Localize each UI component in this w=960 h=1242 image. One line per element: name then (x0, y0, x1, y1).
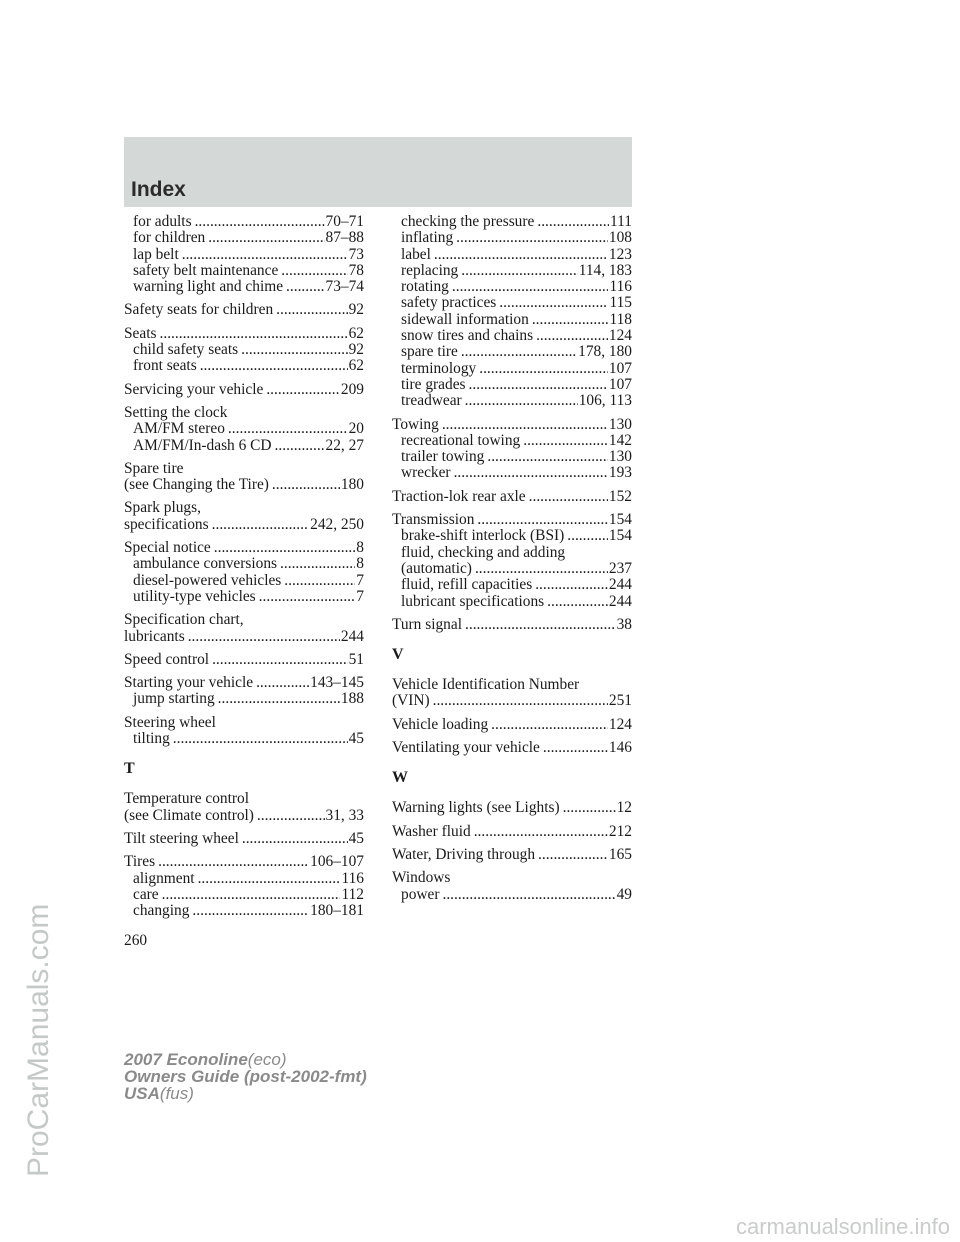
index-entry (392, 528, 632, 544)
index-entry (124, 326, 364, 342)
index-entry-page: 251 (608, 692, 632, 710)
index-entry-text: Spark plugs, (124, 499, 201, 517)
index-entry-text: snow tires and chains (401, 327, 534, 345)
index-entry (392, 433, 632, 449)
footer (124, 1051, 367, 1102)
dot-leader (158, 854, 309, 870)
index-entry (124, 405, 364, 421)
index-entry-page: 116 (609, 278, 632, 296)
index-entry (124, 556, 364, 572)
dot-leader (192, 903, 309, 919)
dot-leader (529, 489, 608, 505)
dot-leader (276, 302, 347, 318)
index-entry (124, 302, 364, 318)
dot-leader (543, 740, 608, 756)
dot-leader (532, 312, 609, 328)
index-entry-page: 124 (608, 715, 632, 733)
index-entry (124, 903, 364, 919)
footer-line-2 (124, 1068, 367, 1085)
index-entry (392, 230, 632, 246)
dot-leader (212, 517, 310, 533)
watermark-bottom: carmanualsonline.info (735, 1214, 950, 1239)
dot-leader (198, 871, 341, 887)
index-entry-text: rotating (401, 278, 449, 296)
index-entry-text: AM/FM/In-dash 6 CD (133, 436, 272, 454)
index-entry (392, 847, 632, 863)
index-entry-text: Safety seats for children (124, 301, 274, 319)
index-entry (124, 612, 364, 628)
index-entry-page: 178, 180 (578, 343, 632, 361)
index-entry (124, 214, 364, 230)
index-entry-text: Tires (124, 853, 156, 871)
index-entry-text: Windows (392, 869, 451, 887)
index-entry-text: Ventilating your vehicle (392, 739, 540, 757)
index-entry (124, 342, 364, 358)
index-entry-page: 152 (608, 487, 632, 505)
page-number: 260 (124, 932, 148, 949)
index-entry-page: 111 (610, 213, 632, 230)
dot-leader (442, 887, 615, 903)
index-entry-page: 107 (608, 375, 632, 393)
index-entry (392, 263, 632, 279)
index-entry-text: tilting (133, 730, 170, 748)
index-entry-text: treadwear (401, 392, 462, 410)
index-entry-text: Towing (392, 415, 439, 433)
dot-leader (465, 617, 616, 633)
index-entry (392, 512, 632, 528)
index-entry (124, 887, 364, 903)
index-entry-text: safety belt maintenance (133, 261, 279, 279)
index-entry-page: 180–181 (310, 902, 364, 920)
index-entry (124, 731, 364, 747)
index-entry-page: 154 (608, 527, 632, 545)
index-entry-page: 108 (608, 229, 632, 247)
index-entry-page: 142 (608, 431, 632, 449)
index-entry-text: child safety seats (133, 341, 239, 359)
index-entry-text: for adults (133, 213, 192, 230)
dot-leader (487, 449, 608, 465)
dot-leader (281, 263, 347, 279)
dot-leader (523, 433, 608, 449)
dot-leader (456, 230, 608, 246)
dot-leader (242, 831, 348, 847)
dot-leader (461, 263, 577, 279)
index-entry-page: 45 (348, 730, 364, 748)
index-entry-page: 87–88 (325, 229, 364, 247)
dot-leader (257, 808, 325, 824)
index-entry-page: 8 (356, 555, 364, 573)
index-entry (124, 589, 364, 605)
index-entry-text: trailer towing (401, 448, 485, 466)
dot-leader (280, 556, 355, 572)
dot-leader (284, 573, 355, 589)
index-entry-text: Vehicle loading (392, 715, 489, 733)
index-entry (124, 831, 364, 847)
index-entry-text: wrecker (401, 464, 451, 482)
dot-leader (537, 214, 609, 230)
index-entry-page: 92 (348, 341, 364, 359)
dot-leader (479, 361, 608, 377)
watermark-side: ProCarManuals.com (22, 903, 55, 1177)
index-entry-text: for children (133, 229, 206, 247)
index-entry-text: lubricant specifications (401, 592, 545, 610)
index-entry-page: 130 (608, 415, 632, 433)
index-entry (124, 517, 364, 533)
index-entry (392, 594, 632, 610)
index-entry (124, 230, 364, 246)
index-entry (124, 573, 364, 589)
index-entry-page: 107 (608, 359, 632, 377)
index-entry (124, 358, 364, 374)
index-entry (392, 417, 632, 433)
index-entry-page: 180 (340, 476, 364, 494)
index-entry-page: 38 (616, 615, 632, 633)
dot-leader (188, 629, 340, 645)
index-entry-text: safety practices (401, 294, 497, 312)
dot-leader (491, 717, 608, 733)
index-entry-page: 116 (341, 869, 364, 887)
index-entry-text: spare tire (401, 343, 458, 361)
index-entry-text: (automatic) (401, 559, 472, 577)
index-entry-page: 143–145 (310, 674, 364, 692)
index-entry-text: lap belt (133, 245, 179, 263)
index-section-letter: W (392, 769, 408, 787)
index-entry-text: changing (133, 902, 190, 920)
index-entry (392, 377, 632, 393)
index-entry-text: Seats (124, 324, 157, 342)
page-title: Index (131, 178, 186, 201)
index-entry-text: inflating (401, 229, 454, 247)
index-entry-text: diesel-powered vehicles (133, 571, 282, 589)
index-entry-page: 146 (608, 739, 632, 757)
index-entry-page: 62 (348, 324, 364, 342)
index-entry-page: 31, 33 (325, 806, 364, 824)
index-column-right (392, 214, 632, 903)
index-entry (124, 871, 364, 887)
index-entry-page: 73 (348, 245, 364, 263)
index-entry (392, 824, 632, 840)
index-entry-text: label (401, 245, 431, 263)
index-entry-text: Traction-lok rear axle (392, 487, 526, 505)
footer-guide: Owners Guide (post-2002-fmt) (124, 1067, 367, 1086)
index-entry-page: 45 (348, 829, 364, 847)
index-entry-text: Specification chart, (124, 611, 244, 629)
footer-model-code: (eco) (247, 1050, 287, 1069)
index-entry (392, 740, 632, 756)
index-entry (124, 808, 364, 824)
footer-market: USA (124, 1084, 160, 1103)
index-entry (392, 361, 632, 377)
dot-leader (228, 421, 348, 437)
footer-line-3 (124, 1085, 367, 1102)
index-entry-page: 73–74 (325, 278, 364, 296)
index-entry (124, 279, 364, 295)
index-entry-text: power (401, 885, 440, 903)
index-entry-page: 112 (341, 885, 364, 903)
index-entry-text: Starting your vehicle (124, 674, 254, 692)
dot-leader (452, 279, 609, 295)
index-entry-text: (see Changing the Tire) (124, 476, 269, 494)
index-entry-page: 123 (608, 245, 632, 263)
index-entry (392, 870, 632, 886)
index-entry (124, 263, 364, 279)
dot-leader (256, 675, 309, 691)
index-entry-text: jump starting (133, 690, 215, 708)
index-entry-page: 118 (609, 310, 632, 328)
index-entry-page: 62 (348, 357, 364, 375)
index-entry-text: Washer fluid (392, 822, 471, 840)
index-entry (124, 438, 364, 454)
index-entry (124, 715, 364, 731)
dot-leader (469, 377, 608, 393)
index-entry-page: 212 (608, 822, 632, 840)
index-entry (392, 561, 632, 577)
index-entry-text: terminology (401, 359, 477, 377)
dot-leader (442, 417, 608, 433)
index-entry-text: Steering wheel (124, 713, 216, 731)
index-entry-text: Tilt steering wheel (124, 829, 239, 847)
index-section-letter: V (392, 646, 404, 664)
index-entry-text: brake-shift interlock (BSI) (401, 527, 565, 545)
index-entry-text: Setting the clock (124, 403, 228, 421)
index-entry-text: tire grades (401, 375, 466, 393)
index-entry-page: 165 (608, 845, 632, 863)
dot-leader (272, 477, 340, 493)
index-entry (124, 854, 364, 870)
index-entry (392, 214, 632, 230)
dot-leader (218, 691, 340, 707)
dot-leader (547, 594, 608, 610)
index-entry (392, 887, 632, 903)
index-entry (392, 393, 632, 409)
index-entry (392, 344, 632, 360)
dot-leader (160, 326, 348, 342)
index-entry-text: alignment (133, 869, 195, 887)
header-band (124, 137, 632, 207)
index-entry-text: (VIN) (392, 692, 430, 710)
index-entry-text: fluid, checking and adding (401, 543, 566, 561)
index-entry-text: Warning lights (see Lights) (392, 799, 560, 817)
index-entry (124, 477, 364, 493)
dot-leader (286, 279, 324, 295)
index-entry-text: front seats (133, 357, 197, 375)
index-entry-text: Special notice (124, 539, 211, 557)
index-entry (124, 629, 364, 645)
dot-leader (475, 561, 608, 577)
dot-leader (499, 295, 608, 311)
dot-leader (461, 344, 577, 360)
index-entry (124, 421, 364, 437)
index-column-left (124, 214, 364, 919)
footer-model: 2007 Econoline (124, 1050, 248, 1069)
dot-leader (266, 382, 340, 398)
index-entry (392, 577, 632, 593)
dot-leader (182, 247, 348, 263)
index-entry (124, 791, 364, 807)
index-entry (124, 461, 364, 477)
index-entry-text: fluid, refill capacities (401, 576, 533, 594)
index-entry (392, 677, 632, 693)
index-entry (124, 247, 364, 263)
index-entry-page: 12 (616, 799, 632, 817)
dot-leader (162, 887, 341, 903)
index-entry-page: 115 (609, 294, 632, 312)
index-entry-text: (see Climate control) (124, 806, 254, 824)
index-entry-text: recreational towing (401, 431, 521, 449)
dot-leader (208, 230, 324, 246)
index-entry (392, 693, 632, 709)
index-entry (124, 652, 364, 668)
index-entry-text: lubricants (124, 627, 185, 645)
index-entry-text: ambulance conversions (133, 555, 278, 573)
index-entry-page: 7 (356, 571, 364, 589)
index-entry (392, 717, 632, 733)
dot-leader (433, 693, 608, 709)
index-entry-text: replacing (401, 261, 459, 279)
index-entry-text: AM/FM stereo (133, 420, 225, 438)
index-entry-page: 70–71 (325, 213, 364, 230)
index-entry-text: Speed control (124, 650, 210, 668)
index-entry-text: Spare tire (124, 459, 184, 477)
index-entry-page: 106–107 (310, 853, 364, 871)
index-entry-text: Vehicle Identification Number (392, 676, 580, 694)
index-entry-text: Transmission (392, 511, 475, 529)
index-entry-page: 49 (616, 885, 632, 903)
index-entry (392, 295, 632, 311)
dot-leader (536, 328, 608, 344)
index-entry-page: 20 (348, 420, 364, 438)
index-entry (392, 617, 632, 633)
footer-market-code: (fus) (159, 1084, 194, 1103)
index-entry-page: 209 (340, 380, 364, 398)
index-entry-page: 114, 183 (578, 261, 632, 279)
index-entry (392, 489, 632, 505)
dot-leader (563, 800, 616, 816)
dot-leader (200, 358, 348, 374)
dot-leader (474, 824, 608, 840)
index-entry-page: 124 (608, 327, 632, 345)
dot-leader (567, 528, 608, 544)
index-entry (392, 545, 632, 561)
index-entry-page: 7 (356, 587, 364, 605)
dot-leader (173, 731, 348, 747)
dot-leader (241, 342, 347, 358)
dot-leader (275, 438, 325, 454)
dot-leader (214, 540, 356, 556)
index-entry (124, 382, 364, 398)
footer-line-1 (124, 1051, 367, 1068)
index-entry (392, 449, 632, 465)
dot-leader (454, 465, 608, 481)
index-entry-page: 8 (356, 539, 364, 557)
index-entry (124, 540, 364, 556)
index-entry-page: 244 (340, 627, 364, 645)
index-entry-page: 130 (608, 448, 632, 466)
index-entry-page: 92 (348, 301, 364, 319)
index-entry-text: Servicing your vehicle (124, 380, 264, 398)
index-entry-page: 193 (608, 464, 632, 482)
index-entry (392, 328, 632, 344)
index-entry-page: 188 (340, 690, 364, 708)
index-entry (124, 500, 364, 516)
index-entry-text: specifications (124, 515, 209, 533)
index-entry-page: 237 (608, 559, 632, 577)
index-entry (392, 465, 632, 481)
index-section-letter: T (124, 760, 135, 778)
dot-leader (212, 652, 348, 668)
dot-leader (259, 589, 356, 605)
index-entry-text: Temperature control (124, 790, 249, 808)
index-entry-text: checking the pressure (401, 213, 535, 230)
index-entry (392, 247, 632, 263)
index-entry-text: care (133, 885, 159, 903)
index-entry-page: 78 (348, 261, 364, 279)
dot-leader (477, 512, 608, 528)
index-entry (392, 279, 632, 295)
index-entry-text: warning light and chime (133, 278, 284, 296)
dot-leader (195, 214, 325, 230)
index-entry (124, 675, 364, 691)
index-entry-page: 244 (608, 576, 632, 594)
index-entry-text: Water, Driving through (392, 845, 536, 863)
index-entry (392, 800, 632, 816)
index-entry (392, 312, 632, 328)
index-entry-page: 106, 113 (578, 392, 632, 410)
dot-leader (538, 847, 608, 863)
dot-leader (535, 577, 608, 593)
index-entry-text: Turn signal (392, 615, 462, 633)
index-entry-page: 22, 27 (325, 436, 364, 454)
index-entry-text: sidewall information (401, 310, 529, 328)
index-entry-page: 51 (348, 650, 364, 668)
index-entry-page: 244 (608, 592, 632, 610)
dot-leader (434, 247, 608, 263)
index-entry-page: 154 (608, 511, 632, 529)
index-entry-text: utility-type vehicles (133, 587, 256, 605)
index-entry-page: 242, 250 (310, 515, 364, 533)
index-entry (124, 691, 364, 707)
dot-leader (465, 393, 578, 409)
